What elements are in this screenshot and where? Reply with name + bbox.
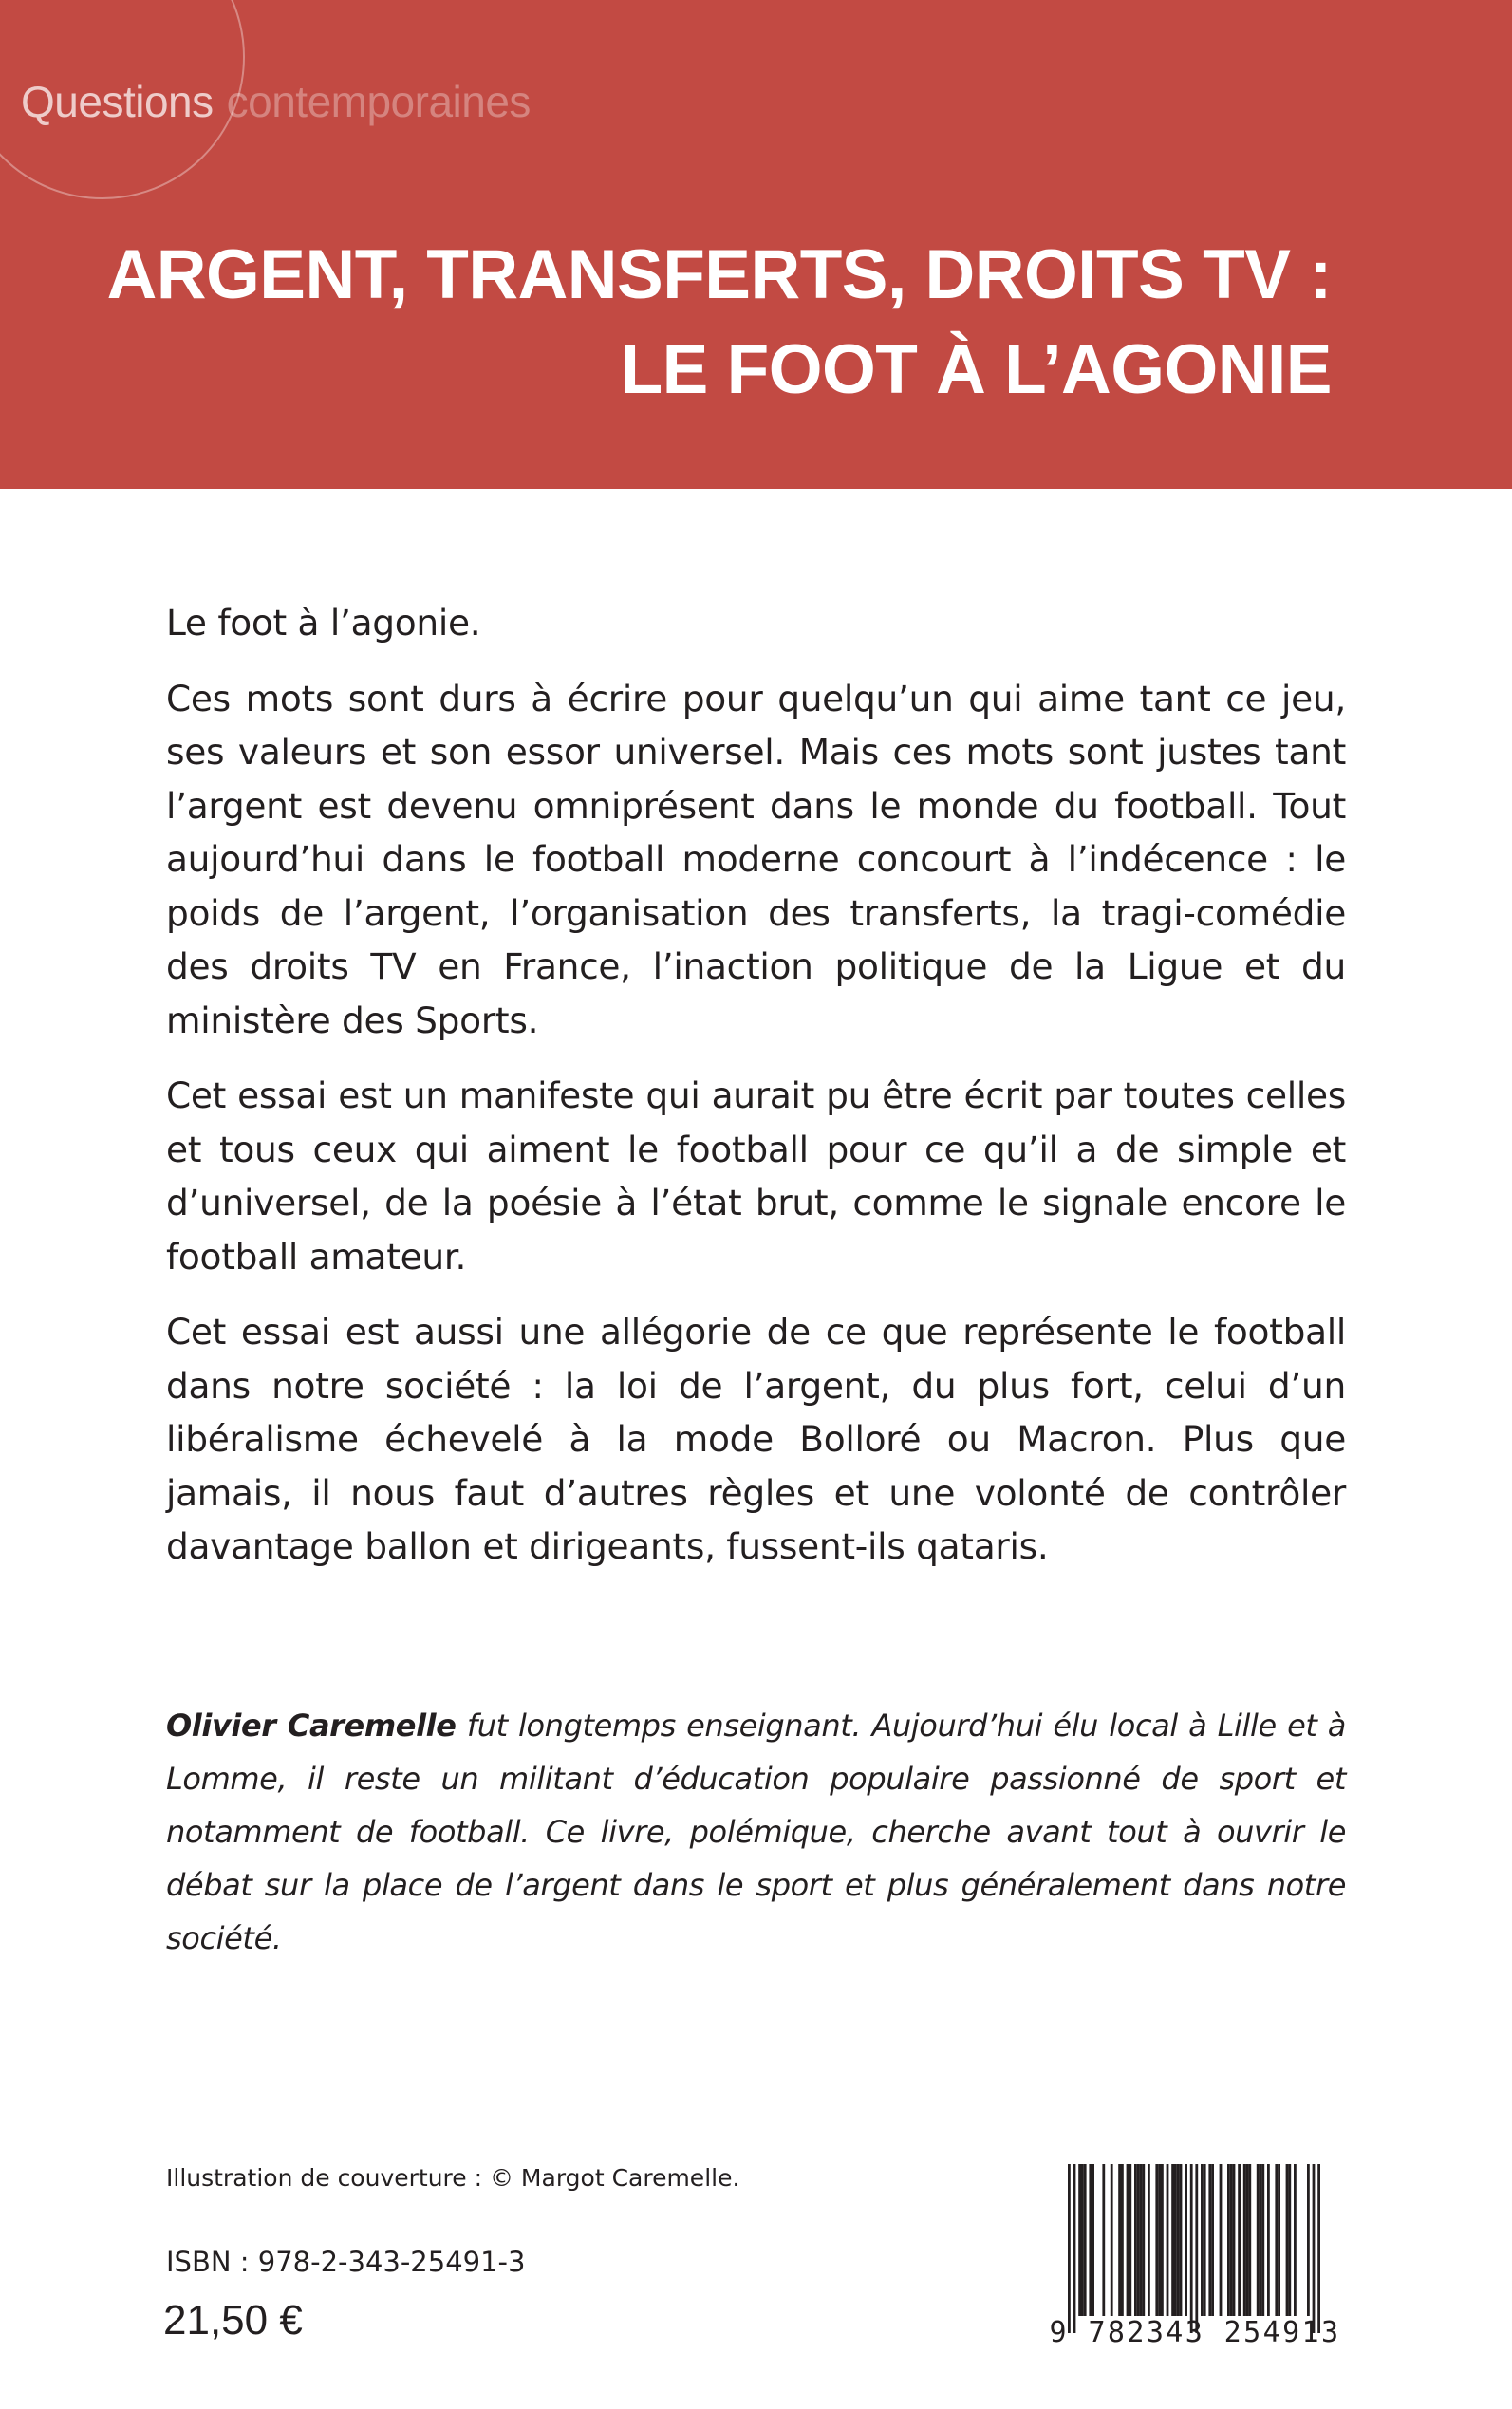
barcode-bar xyxy=(1158,2164,1161,2316)
series-label xyxy=(21,76,531,127)
barcode-bar xyxy=(1068,2164,1071,2333)
barcode-bar xyxy=(1161,2164,1164,2316)
barcode-bar xyxy=(1089,2164,1092,2316)
barcode-bar xyxy=(1248,2164,1251,2316)
barcode-bar xyxy=(1267,2164,1270,2316)
barcode-bar xyxy=(1111,2164,1113,2316)
book-title xyxy=(107,228,1332,418)
barcode-bar xyxy=(1081,2164,1084,2316)
blurb-paragraph: Ces mots sont durs à écrire pour quelqu’un qui aime tant ce jeu, ses valeurs et son essor universel. Mais ces mots sont justes tant l’argent est devenu omniprésent dans le monde du football. Tout aujourd’hui dans le football moderne concourt à l’indécence : le poids de l’argent, l’organisation des transferts, la tragi-comédie des droits TV en France, l’inaction politique de la Ligue et du ministère des Sports. xyxy=(166,677,1346,1041)
barcode-bar xyxy=(1155,2164,1158,2316)
barcode-bar xyxy=(1230,2164,1233,2316)
barcode-bar xyxy=(1208,2164,1211,2316)
barcode-bar xyxy=(1294,2164,1297,2316)
barcode-bars xyxy=(1047,2164,1343,2333)
book-title-line-1: ARGENT, TRANSFERTS, DROITS TV : xyxy=(106,236,1332,313)
barcode-bar xyxy=(1307,2164,1310,2316)
barcode-bar xyxy=(1313,2164,1316,2333)
barcode-bar xyxy=(1084,2164,1087,2316)
barcode-bar xyxy=(1195,2164,1198,2333)
barcode-bar xyxy=(1261,2164,1264,2316)
price: 21,50 € xyxy=(163,2297,303,2344)
blurb-paragraph: Cet essai est un manifeste qui aurait pu être écrit par toutes celles et tous ceux qui aiment le football pour ce qu’il a de simple et d’universel, de la poésie à l’état brut, comme le signale encore le football amateur. xyxy=(166,1074,1346,1278)
author-bio xyxy=(166,1699,1346,1965)
barcode-bar xyxy=(1134,2164,1137,2316)
book-title-line-2: LE FOOT À L’AGONIE xyxy=(620,331,1332,408)
back-cover-blurb xyxy=(166,596,1346,1596)
barcode-bar xyxy=(1127,2164,1129,2316)
author-name: Olivier Caremelle xyxy=(166,1708,457,1744)
barcode-bar xyxy=(1204,2164,1206,2316)
barcode-bar xyxy=(1211,2164,1214,2316)
barcode-bar xyxy=(1102,2164,1105,2316)
barcode-bar xyxy=(1129,2164,1131,2316)
barcode-bar xyxy=(1220,2164,1223,2316)
barcode-bar xyxy=(1238,2164,1241,2316)
barcode-bar xyxy=(1121,2164,1124,2316)
series-word-contemporaines: contemporaines xyxy=(226,77,531,126)
barcode-bar xyxy=(1243,2164,1246,2316)
barcode-bar xyxy=(1180,2164,1183,2316)
barcode-bar xyxy=(1167,2164,1169,2316)
barcode-bar xyxy=(1137,2164,1140,2316)
barcode-bar xyxy=(1286,2164,1289,2316)
barcode-bar xyxy=(1278,2164,1280,2316)
barcode-bar xyxy=(1177,2164,1180,2316)
isbn-number: ISBN : 978-2-343-25491-3 xyxy=(166,2246,526,2278)
barcode-bar xyxy=(1185,2164,1187,2316)
barcode xyxy=(1047,2164,1343,2359)
barcode-bar xyxy=(1288,2164,1291,2316)
barcode-bar xyxy=(1227,2164,1230,2316)
barcode-bar xyxy=(1140,2164,1143,2316)
barcode-bar xyxy=(1201,2164,1204,2316)
barcode-bar xyxy=(1246,2164,1249,2316)
barcode-bar xyxy=(1233,2164,1236,2316)
barcode-bar xyxy=(1118,2164,1121,2316)
barcode-bar xyxy=(1317,2164,1320,2333)
barcode-bar xyxy=(1078,2164,1081,2316)
blurb-paragraph: Le foot à l’agonie. xyxy=(166,602,481,644)
barcode-bar xyxy=(1257,2164,1260,2316)
barcode-bar xyxy=(1190,2164,1193,2333)
author-bio-text: fut longtemps enseignant. Aujourd’hui élu local à Lille et à Lomme, il reste un militant d’éducation populaire passionné de sport et notamment de football. Ce livre, polémique, cherche avant tout à ouvrir le débat sur la place de l’argent dans le sport et plus généralement dans notre société. xyxy=(166,1708,1346,1956)
barcode-bar xyxy=(1275,2164,1278,2316)
barcode-bar xyxy=(1171,2164,1174,2316)
blurb-paragraph: Cet essai est aussi une allégorie de ce que représente le football dans notre société : la loi de l’argent, du plus fort, celui d’un libéralisme échevelé à la mode Bolloré ou Macron. Plus que jamais, il nous faut d’autres règles et une volonté de contrôler davantage ballon et dirigeants, fussent-ils qataris. xyxy=(166,1311,1346,1567)
barcode-bar xyxy=(1092,2164,1094,2316)
barcode-bar xyxy=(1174,2164,1177,2316)
barcode-bar xyxy=(1148,2164,1150,2316)
barcode-digits: 9 782343 254913 xyxy=(1049,2316,1341,2349)
barcode-bar xyxy=(1073,2164,1076,2333)
series-word-questions: Questions xyxy=(21,77,214,126)
header-band xyxy=(0,0,1512,489)
illustration-credit: Illustration de couverture : © Margot Caremelle. xyxy=(166,2164,740,2192)
barcode-bar xyxy=(1260,2164,1262,2316)
barcode-bar xyxy=(1142,2164,1145,2316)
